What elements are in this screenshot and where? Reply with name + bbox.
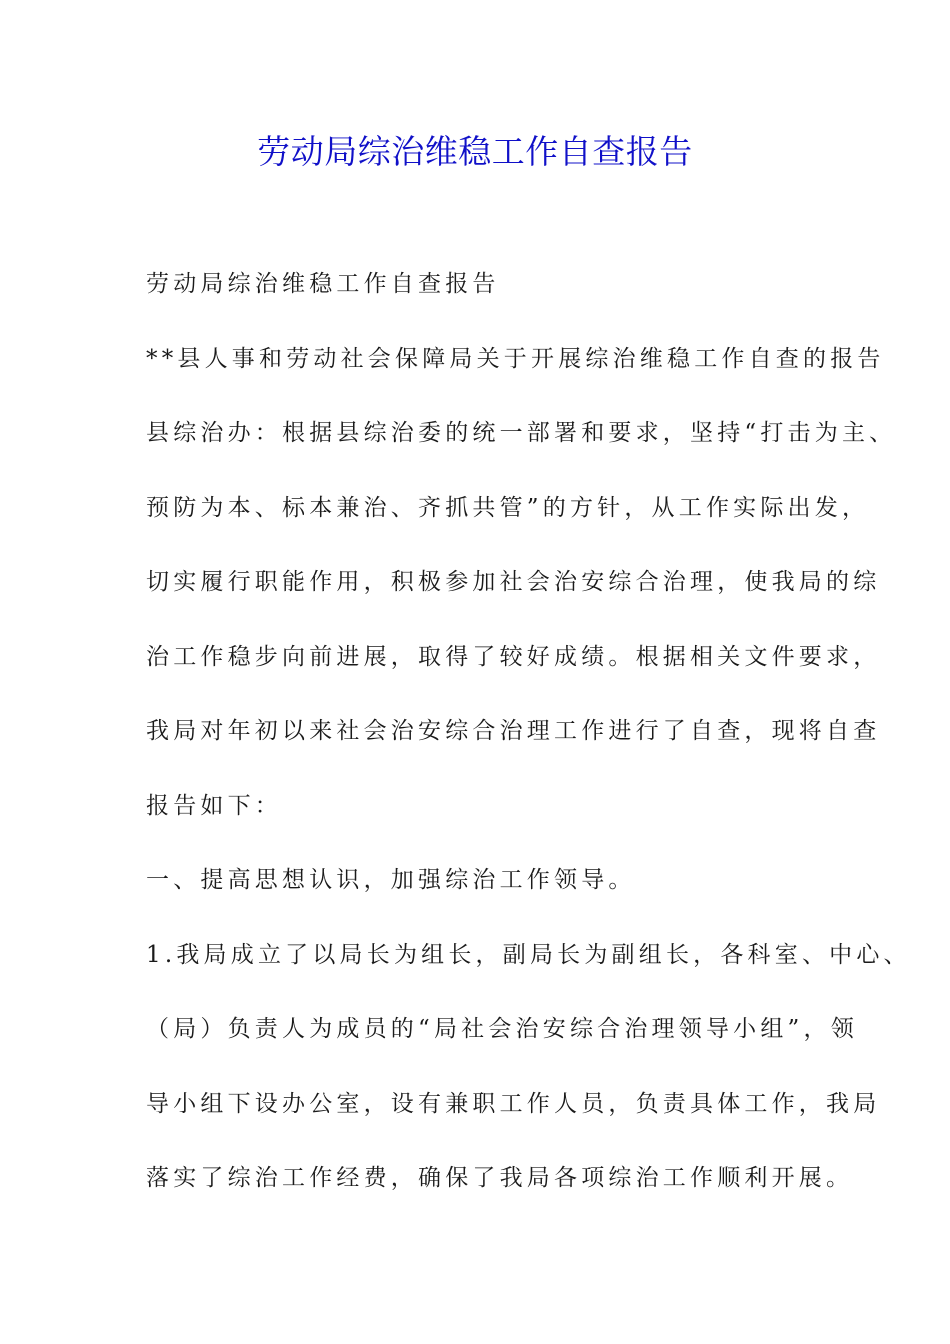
body-line: 预防为本、标本兼治、齐抓共管”的方针，从工作实际出发， [146, 494, 870, 521]
document-body [146, 264, 911, 1233]
body-line: 我局对年初以来社会治安综合治理工作进行了自查，现将自查 [146, 718, 881, 744]
body-line: 劳动局综治维稳工作自查报告 [146, 271, 500, 297]
body-line: 落实了综治工作经费，确保了我局各项综治工作顺利开展。 [146, 1165, 854, 1191]
body-line: **县人事和劳动社会保障局关于开展综治维稳工作自查的报告 [146, 345, 885, 372]
body-line: 导小组下设办公室，设有兼职工作人员，负责具体工作，我局 [146, 1090, 881, 1117]
body-line: （局）负责人为成员的“局社会治安综合治理领导小组”，领 [146, 1016, 858, 1042]
body-line: 报告如下： [146, 792, 282, 819]
body-line: 1.我局成立了以局长为组长，副局长为副组长，各科室、中心、 [146, 941, 911, 968]
document-title: 劳动局综治维稳工作自查报告 [257, 132, 693, 171]
body-line: 切实履行职能作用，积极参加社会治安综合治理，使我局的综 [146, 569, 881, 595]
body-line: 县综治办：根据县综治委的统一部署和要求，坚持“打击为主、 [146, 420, 897, 446]
body-line: 治工作稳步向前进展，取得了较好成绩。根据相关文件要求， [146, 643, 881, 670]
body-line: 一、提高思想认识，加强综治工作领导。 [146, 867, 636, 893]
